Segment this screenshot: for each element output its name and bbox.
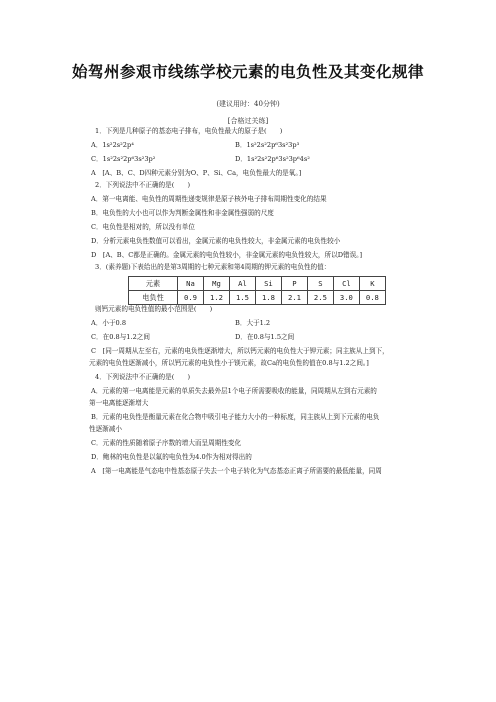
q3-stem: 3．(素养题)下表给出的是第3周期的七种元素和第4周期的钾元素的电负性的值： [95, 263, 331, 271]
q4-option-b-cont: 性逐渐减小 [89, 425, 122, 433]
q1-option-c: C．1s²2s²2p⁶3s²3p² [91, 155, 156, 163]
table-cell: 0.9 [178, 291, 204, 305]
q3-options-cd [91, 333, 421, 342]
q3-option-a: A．小于0.8 [91, 319, 127, 327]
q3-prompt: 则钙元素的电负性值的最小范围是( ) [95, 305, 213, 313]
electronegativity-table [128, 276, 386, 305]
table-cell: 0.8 [359, 291, 385, 305]
table-cell: 2.1 [281, 291, 307, 305]
time-note: (建议用时：40分钟) [216, 100, 280, 108]
q3-option-c: C．在0.8与1.2之间 [91, 333, 150, 341]
question-list [91, 127, 421, 476]
q1-stem: 1．下列是几种原子的基态电子排布，电负性最大的原子是( ) [95, 127, 283, 135]
q2-answer: D [A、B、C都是正确的。金属元素的电负性较小，非金属元素的电负性较大，所以D错误。] [91, 251, 363, 259]
table-cell: S [307, 277, 333, 291]
q3-answer-cont: 元素的电负性逐渐减小，所以钙元素的电负性小于镁元素，故Ca的电负性的值在0.8与1.2之间。] [89, 359, 369, 367]
q2-option-d: D．分析元素电负性数值可以看出，金属元素的电负性较大，非金属元素的电负性较小 [91, 237, 341, 245]
q3-options-ab [91, 319, 421, 328]
table-row [129, 277, 386, 291]
table-cell: 1.5 [229, 291, 255, 305]
table-row [129, 291, 386, 305]
q4-option-b: B．元素的电负性是衡量元素在化合物中吸引电子能力大小的一种标度，同主族从上到下元素的电负 [91, 413, 380, 421]
table-cell: P [281, 277, 307, 291]
page-title: 始驾州参艰市线练学校元素的电负性及其变化规律 [71, 63, 424, 81]
table-cell: 1.8 [255, 291, 281, 305]
q3-option-d: D．在0.8与1.5之间 [235, 333, 295, 341]
q2-option-b: B．电负性的大小也可以作为判断金属性和非金属性强弱的尺度 [91, 209, 274, 217]
q4-option-c: C．元素的性质随着原子序数的增大而呈周期性变化 [91, 439, 242, 447]
q1-answer: A [A、B、C、D四种元素分别为O、P、Si、Ca，电负性最大的是氧。] [91, 169, 302, 177]
q2-option-c: C．电负性是相对的，所以没有单位 [91, 223, 195, 231]
q3-answer: C [同一周期从左至右，元素的电负性逐渐增大，所以钙元素的电负性大于钾元素；同主族从上到下， [91, 347, 389, 355]
table-cell: Mg [203, 277, 229, 291]
table-cell: 3.0 [333, 291, 359, 305]
q4-stem: 4．下列说法中不正确的是( ) [95, 373, 191, 381]
q3-option-b: B．大于1.2 [235, 319, 271, 327]
q2-option-a: A．第一电离能、电负性的周期性递变规律是原子核外电子排布周期性变化的结果 [91, 195, 327, 203]
q4-option-a-cont: 第一电离能逐渐增大 [89, 399, 149, 407]
q2-stem: 2．下列说法中不正确的是( ) [95, 181, 191, 189]
table-cell: Cl [333, 277, 359, 291]
table-cell: Si [255, 277, 281, 291]
q1-option-a: A．1s²2s²2p⁴ [91, 141, 134, 149]
q4-option-d: D．鲍林的电负性是以氟的电负性为4.0作为相对得出的 [91, 453, 252, 461]
q1-option-d: D．1s²2s²2p⁶3s²3p⁶4s² [235, 155, 310, 163]
table-cell: K [359, 277, 385, 291]
q4-answer: A [第一电离能是气态电中性基态原子失去一个电子转化为气态基态正离子所需要的最低能量，同周 [91, 467, 382, 475]
table-cell: 元素 [129, 277, 178, 291]
table-cell: 2.5 [307, 291, 333, 305]
section-heading: [合格过关练] [227, 117, 269, 125]
q4-option-a: A．元素的第一电离能是元素的单质失去最外层1个电子所需要吸收的能量，同周期从左到右元素的 [91, 387, 377, 395]
table-cell: Na [178, 277, 204, 291]
table-cell: 1.2 [203, 291, 229, 305]
q1-options-ab [91, 141, 421, 150]
q1-option-b: B．1s²2s²2p⁶3s²3p³ [235, 141, 300, 149]
q1-options-cd [91, 155, 421, 164]
table-cell: 电负性 [129, 291, 178, 305]
table-cell: Al [229, 277, 255, 291]
